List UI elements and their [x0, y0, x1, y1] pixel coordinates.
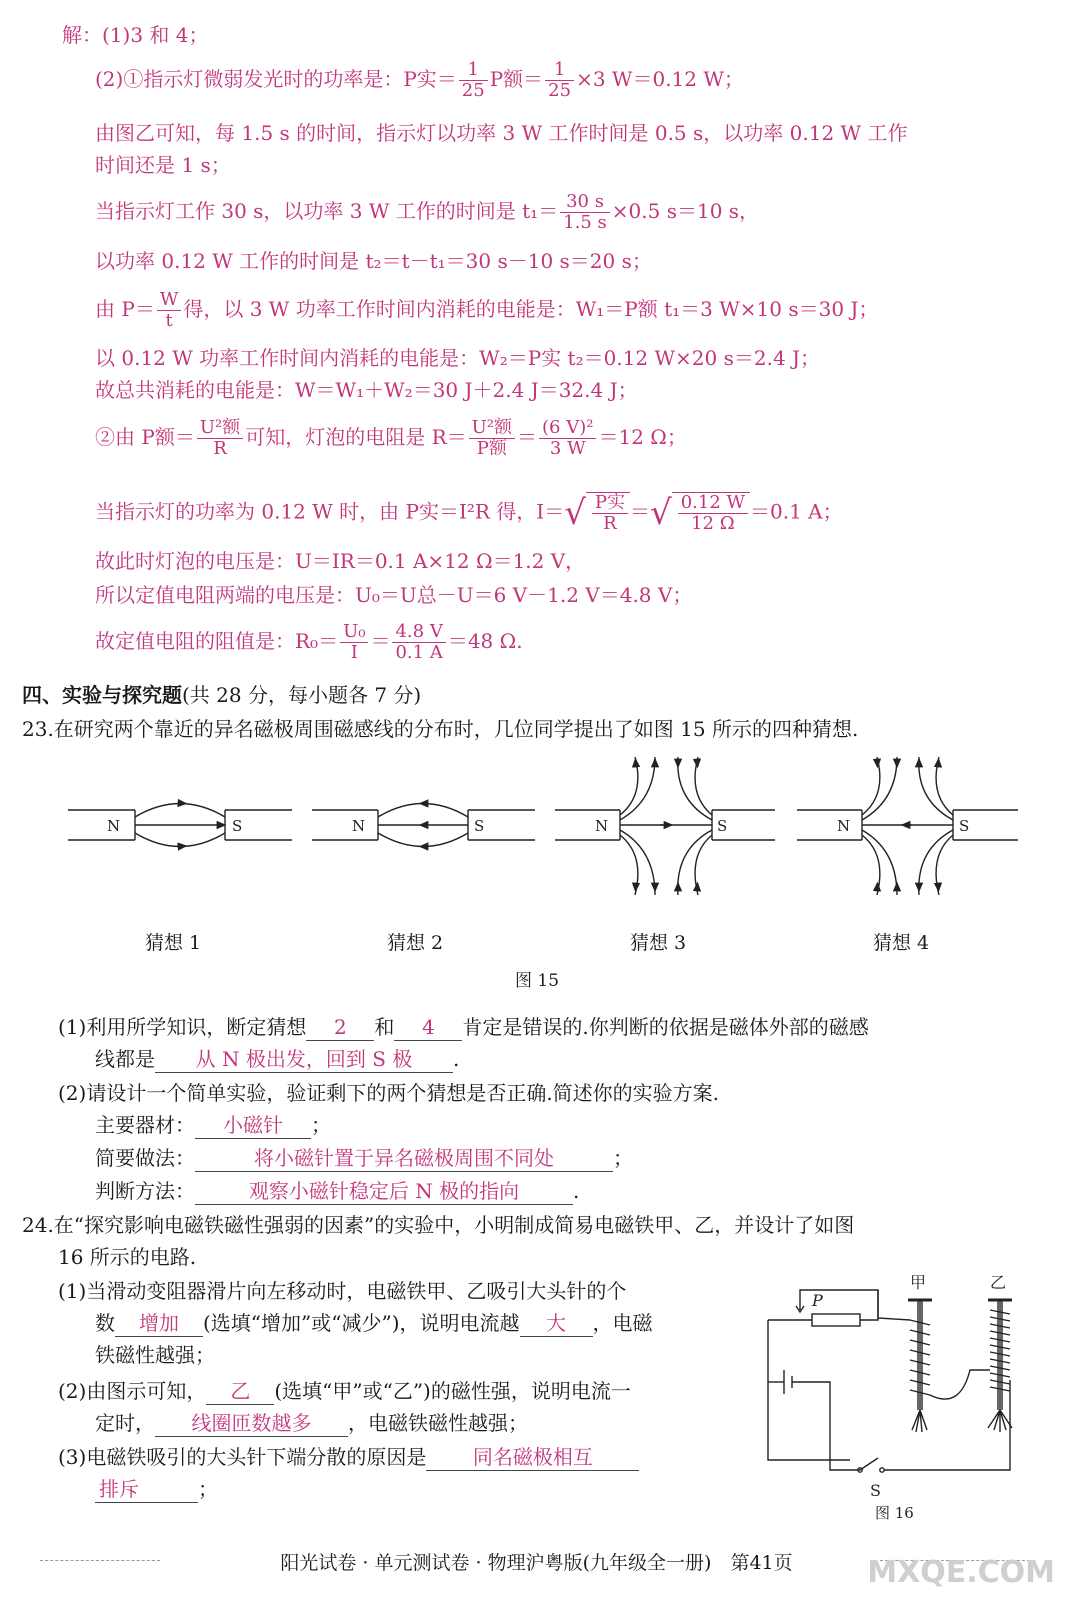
answer-blank[interactable]: 增加 — [115, 1310, 203, 1337]
numerator: 1 — [545, 60, 574, 81]
pins-jia — [912, 1410, 927, 1432]
text: ，电磁 — [592, 1311, 653, 1335]
text: 定时， — [95, 1411, 155, 1435]
solution-line-3: 由图乙可知，每 1.5 s 的时间，指示灯以功率 3 W 工作时间是 0.5 s，以功率 0.12 W 工作 — [95, 121, 908, 145]
fraction — [560, 192, 610, 233]
solution-line-11 — [95, 492, 843, 534]
text: 可知，灯泡的电阻是 R＝ — [245, 425, 467, 449]
figure-15 — [60, 755, 1020, 935]
pins-yi — [988, 1410, 1012, 1432]
q24-part-1-line-1: (1)当滑动变阻器滑片向左移动时，电磁铁甲、乙吸引大头针的个 — [58, 1279, 627, 1303]
q24-part-2-line-2 — [95, 1410, 528, 1437]
watermark: MXQE.COM — [867, 1555, 1055, 1590]
page-footer: 阳光试卷 · 单元测试卷 · 物理沪粤版(九年级全一册) 第41页 — [280, 1552, 793, 1574]
q23-method — [95, 1145, 633, 1172]
switch-contact — [880, 1468, 884, 1472]
pole-n-label: N — [107, 817, 121, 835]
label: 判断方法： — [95, 1179, 195, 1203]
numerator: 0.12 W — [678, 493, 748, 514]
numerator: U²额 — [197, 418, 243, 439]
denominator: R — [603, 513, 617, 534]
text: ＝ — [630, 499, 651, 524]
solution-line-7 — [95, 290, 878, 331]
text: ×3 W＝0.12 W； — [576, 67, 744, 91]
circuit-wire — [878, 1290, 910, 1320]
fraction — [197, 418, 243, 459]
text: 故定值电阻的阻值是：R₀＝ — [95, 629, 339, 653]
text: 由 P＝ — [95, 297, 155, 321]
pole-n-label: N — [837, 817, 851, 835]
circuit-wire — [792, 1382, 860, 1470]
pole-s-label: S — [717, 817, 728, 835]
magnet-yi-label: 乙 — [990, 1273, 1007, 1292]
figure-15-caption: 图 15 — [515, 971, 560, 991]
fraction — [469, 418, 515, 459]
switch-label: S — [870, 1481, 881, 1500]
text: ＝0.1 A； — [750, 499, 843, 524]
fraction — [157, 290, 182, 331]
numerator: 4.8 V — [392, 622, 445, 643]
answer-blank[interactable]: 将小磁针置于异名磁极周围不同处 — [195, 1145, 613, 1172]
text: (选填“甲”或“乙”)的磁性强，说明电流一 — [274, 1379, 631, 1403]
text: (3)电磁铁吸引的大头针下端分散的原因是 — [58, 1445, 427, 1469]
text: 和 — [374, 1015, 395, 1039]
q23-stem: 23.在研究两个靠近的异名磁极周围磁感线的分布时，几位同学提出了如图 15 所示的四种猜想. — [22, 717, 859, 741]
numerator: W — [157, 290, 182, 311]
fraction — [592, 493, 628, 534]
fraction — [459, 60, 488, 101]
denominator: 25 — [461, 80, 485, 101]
text: (1)利用所学知识，断定猜想 — [58, 1015, 307, 1039]
q23-judge — [95, 1178, 579, 1205]
solution-line-6: 以功率 0.12 W 工作的时间是 t₂＝t－t₁＝30 s－10 s＝20 s； — [95, 249, 652, 273]
q24-part-3-line-2 — [95, 1476, 218, 1503]
q24-part-1-line-2 — [95, 1310, 653, 1337]
denominator: R — [213, 438, 227, 459]
fraction — [392, 622, 445, 663]
fraction — [678, 493, 748, 534]
guess-3-diagram — [555, 757, 775, 895]
guess-2-caption: 猜想 2 — [387, 932, 444, 954]
pole-n-label: N — [595, 817, 609, 835]
answer-blank[interactable]: 乙 — [206, 1378, 274, 1405]
q23-part-1-line-2 — [95, 1046, 459, 1073]
text: 数 — [95, 1311, 115, 1335]
text: ②由 P额＝ — [95, 425, 195, 449]
solution-line-12: 故此时灯泡的电压是：U＝IR＝0.1 A×12 Ω＝1.2 V， — [95, 549, 586, 573]
text: ＝48 Ω. — [447, 629, 523, 653]
text: (2)①指示灯微弱发光时的功率是：P实＝ — [95, 67, 457, 91]
text: ； — [311, 1113, 331, 1137]
denominator: 3 W — [549, 438, 586, 459]
answer-blank[interactable]: 线圈匝数越多 — [155, 1410, 348, 1437]
text: ； — [198, 1477, 218, 1501]
circuit-wire — [930, 1370, 990, 1399]
numerator: (6 V)² — [539, 418, 596, 439]
text: ×0.5 s＝10 s， — [611, 199, 760, 223]
denominator: t — [165, 310, 173, 331]
switch — [860, 1458, 878, 1470]
text: 当指示灯工作 30 s，以功率 3 W 工作的时间是 t₁＝ — [95, 199, 559, 223]
denominator: 1.5 s — [563, 212, 607, 233]
guess-1-caption: 猜想 1 — [145, 932, 202, 954]
text: ； — [613, 1146, 633, 1170]
solution-line-5 — [95, 192, 759, 233]
answer-blank[interactable]: 同名磁极相互 — [426, 1444, 639, 1471]
figure-16-caption: 图 16 — [875, 1504, 914, 1520]
text: 线都是 — [95, 1047, 155, 1071]
text: 当指示灯的功率为 0.12 W 时，由 P实＝I²R 得，I＝ — [95, 499, 565, 524]
text: 得，以 3 W 功率工作时间内消耗的电能是：W₁＝P额 t₁＝3 W×10 s＝30 J； — [183, 297, 879, 321]
numerator: U₀ — [340, 622, 368, 643]
q24-part-1-line-3: 铁磁性越强； — [95, 1343, 215, 1367]
pole-s-label: S — [474, 817, 485, 835]
guess-4-caption: 猜想 4 — [873, 932, 930, 954]
q23-part-1-line-1 — [58, 1014, 869, 1041]
guess-1-diagram — [68, 803, 292, 847]
solution-line-9: 故总共消耗的电能是：W＝W₁＋W₂＝30 J＋2.4 J＝32.4 J； — [95, 378, 638, 402]
text: . — [573, 1179, 580, 1203]
rheostat — [812, 1314, 860, 1326]
magnet-jia-label: 甲 — [910, 1273, 927, 1292]
solution-line-14 — [95, 622, 523, 663]
label: 主要器材： — [95, 1113, 195, 1137]
answer-blank[interactable]: 从 N 极出发，回到 S 极 — [155, 1046, 453, 1073]
radical-sign: √ — [564, 493, 586, 533]
text: ，电磁铁磁性越强； — [348, 1411, 528, 1435]
guess-4-diagram — [797, 757, 1018, 895]
denominator: P额 — [476, 438, 507, 459]
q24-stem-line-1: 24.在“探究影响电磁铁磁性强弱的因素”的实验中，小明制成简易电磁铁甲、乙，并设计了如图 — [22, 1213, 855, 1237]
fraction — [539, 418, 596, 459]
rheostat-label: P — [812, 1291, 823, 1310]
section-heading — [22, 682, 421, 708]
text: ＝12 Ω； — [598, 425, 687, 449]
answer-blank[interactable]: 观察小磁针稳定后 N 极的指向 — [195, 1178, 573, 1205]
pole-s-label: S — [232, 817, 243, 835]
circuit-wire — [884, 1380, 1010, 1470]
q24-part-3-line-1 — [58, 1444, 639, 1471]
solution-line-13: 所以定值电阻两端的电压是：U₀＝U总－U＝6 V－1.2 V＝4.8 V； — [95, 583, 693, 607]
solution-line-8: 以 0.12 W 功率工作时间内消耗的电能是：W₂＝P实 t₂＝0.12 W×20 s＝2.4 J； — [95, 346, 821, 370]
pole-n-label: N — [352, 817, 366, 835]
answer-blank[interactable]: 大 — [520, 1310, 593, 1337]
figure-16-circuit — [760, 1270, 1050, 1520]
fraction — [545, 60, 574, 101]
answer-blank[interactable]: 小磁针 — [195, 1112, 311, 1139]
numerator: P实 — [592, 493, 628, 514]
guess-2-diagram — [312, 804, 535, 847]
circuit-wire — [768, 1320, 850, 1460]
solution-line-2 — [95, 60, 744, 101]
answer-blank[interactable]: 4 — [394, 1014, 462, 1041]
fraction — [340, 622, 368, 663]
text: (选填“增加”或“减少”)，说明电流越 — [203, 1311, 520, 1335]
denominator: I — [350, 642, 358, 663]
q24-stem-line-2: 16 所示的电路. — [58, 1245, 197, 1269]
section-note: (共 28 分，每小题各 7 分) — [182, 683, 422, 707]
text: ＝ — [517, 425, 538, 449]
text: . — [453, 1047, 460, 1071]
numerator: 30 s — [560, 192, 610, 213]
sqrt — [672, 492, 750, 534]
section-title: 四、实验与探究题 — [22, 683, 182, 707]
radical-sign: √ — [650, 493, 672, 533]
denominator: 0.1 A — [395, 642, 443, 663]
solution-line-10 — [95, 418, 687, 459]
answer-blank[interactable]: 排斥 — [95, 1476, 198, 1503]
q23-equipment — [95, 1112, 331, 1139]
text: 肯定是错误的.你判断的依据是磁体外部的磁感 — [462, 1015, 869, 1039]
label: 简要做法： — [95, 1146, 195, 1170]
text: (2)由图示可知， — [58, 1379, 207, 1403]
q24-part-2-line-1 — [58, 1378, 631, 1405]
q23-part-2: (2)请设计一个简单实验，验证剩下的两个猜想是否正确.简述你的实验方案. — [58, 1081, 720, 1105]
numerator: 1 — [459, 60, 488, 81]
guess-3-caption: 猜想 3 — [630, 932, 687, 954]
solution-line-1: 解：(1)3 和 4； — [62, 23, 209, 47]
text: P额＝ — [489, 67, 544, 91]
pole-s-label: S — [959, 817, 970, 835]
answer-blank[interactable]: 2 — [306, 1014, 374, 1041]
text: ＝ — [370, 629, 391, 653]
denominator: 25 — [548, 80, 572, 101]
sqrt — [586, 492, 630, 534]
solution-line-4: 时间还是 1 s； — [95, 153, 231, 177]
numerator: U²额 — [469, 418, 515, 439]
denominator: 12 Ω — [691, 513, 735, 534]
